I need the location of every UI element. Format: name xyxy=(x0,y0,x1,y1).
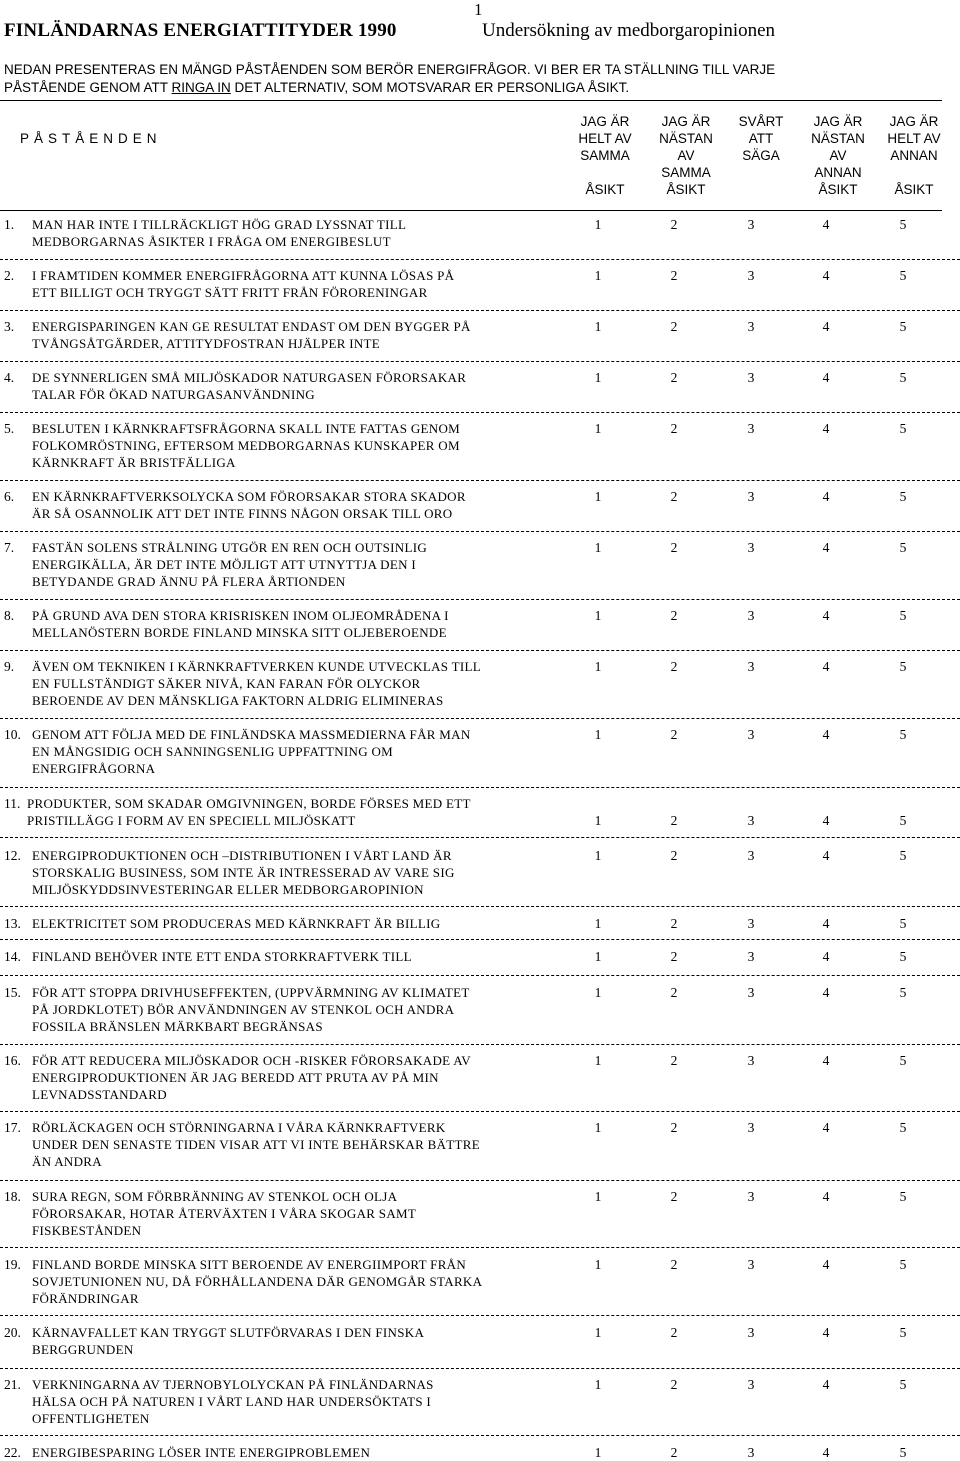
answer-option-3[interactable]: 3 xyxy=(747,421,755,436)
statement-line: ENERGIBESPARING LÖSER INTE ENERGIPROBLEMEN xyxy=(32,1445,371,1460)
statement-line: HÄLSA OCH PÅ NATUREN I VÅRT LAND HAR UNDERSÖKTATS I xyxy=(32,1394,432,1409)
answer-option-2[interactable]: 2 xyxy=(670,217,678,232)
answer-option-4[interactable]: 4 xyxy=(822,370,830,385)
answer-option-5[interactable]: 5 xyxy=(899,1325,907,1340)
statement-number: 18. xyxy=(4,1189,21,1204)
row-separator xyxy=(0,1044,960,1045)
answer-option-1[interactable]: 1 xyxy=(594,848,602,863)
statement-line: SOVJETUNIONEN NU, DÅ FÖRHÅLLANDENA DÄR GENOMGÅR STARKA xyxy=(32,1274,483,1289)
column-header-line: HELT AV xyxy=(578,131,632,146)
answer-option-5[interactable]: 5 xyxy=(899,1053,907,1068)
answer-option-4[interactable]: 4 xyxy=(822,727,830,742)
statement-line: ELEKTRICITET SOM PRODUCERAS MED KÄRNKRAFT ÄR BILLIG xyxy=(32,916,441,931)
statement-text xyxy=(32,1444,370,1461)
statement-line: ENERGIKÄLLA, ÄR DET INTE MÖJLIGT ATT UTNYTTJA DEN I xyxy=(32,557,416,572)
statement-line: PÅ GRUND AVA DEN STORA KRISRISKEN INOM OLJEOMRÅDENA I xyxy=(32,608,449,623)
column-header-line: SAMMA xyxy=(580,148,630,163)
statement-line: SURA REGN, SOM FÖRBRÄNNING AV STENKOL OCH OLJA xyxy=(32,1189,398,1204)
answer-option-2[interactable]: 2 xyxy=(670,1053,678,1068)
statement-line: BESLUTEN I KÄRNKRAFTSFRÅGORNA SKALL INTE FATTAS GENOM xyxy=(32,421,460,436)
statement-text xyxy=(32,216,406,250)
statement-number: 7. xyxy=(4,540,15,555)
answer-option-2[interactable]: 2 xyxy=(670,1120,678,1135)
page-title: FINLÄNDARNAS ENERGIATTITYDER 1990 xyxy=(4,20,397,41)
row-separator xyxy=(0,412,960,413)
statement-line: I FRAMTIDEN KOMMER ENERGIFRÅGORNA ATT KUNNA LÖSAS PÅ xyxy=(32,268,455,283)
answer-option-4[interactable]: 4 xyxy=(822,489,830,504)
answer-option-3[interactable]: 3 xyxy=(747,1377,755,1392)
statement-text xyxy=(32,984,470,1035)
statement-line: ENERGIPRODUKTIONEN OCH –DISTRIBUTIONEN I VÅRT LAND ÄR xyxy=(32,848,452,863)
answer-option-5[interactable]: 5 xyxy=(899,540,907,555)
answer-option-2[interactable]: 2 xyxy=(670,659,678,674)
answer-option-5[interactable]: 5 xyxy=(899,370,907,385)
statement-text xyxy=(32,488,466,522)
column-header-5 xyxy=(869,113,959,198)
statement-line: GENOM ATT FÖLJA MED DE FINLÄNDSKA MASSMEDIERNA FÅR MAN xyxy=(32,727,471,742)
statement-text xyxy=(32,318,471,352)
statement-text xyxy=(32,1188,416,1239)
answer-option-1[interactable]: 1 xyxy=(594,985,602,1000)
intro-line-1: NEDAN PRESENTERAS EN MÄNGD PÅSTÅENDEN SOM BERÖR ENERGIFRÅGOR. VI BER ER TA STÄLLNING TILL VARJE xyxy=(4,62,776,77)
answer-option-1[interactable]: 1 xyxy=(594,949,602,964)
answer-option-4[interactable]: 4 xyxy=(822,268,830,283)
row-separator xyxy=(0,650,960,651)
answer-option-4[interactable]: 4 xyxy=(822,813,830,828)
statement-text xyxy=(32,1324,424,1358)
statement-line: BETYDANDE GRAD ÄNNU PÅ FLERA ÅRTIONDEN xyxy=(32,574,346,589)
answer-option-1[interactable]: 1 xyxy=(594,370,602,385)
intro-line-2 xyxy=(4,80,629,95)
statement-text xyxy=(32,1376,434,1427)
statement-text xyxy=(32,267,454,301)
answer-option-2[interactable]: 2 xyxy=(670,268,678,283)
answer-option-3[interactable]: 3 xyxy=(747,370,755,385)
answer-option-2[interactable]: 2 xyxy=(670,1189,678,1204)
statement-text xyxy=(32,948,412,965)
statement-number: 16. xyxy=(4,1053,21,1068)
answer-option-2[interactable]: 2 xyxy=(670,608,678,623)
answer-option-4[interactable]: 4 xyxy=(822,949,830,964)
row-separator xyxy=(0,310,960,311)
statement-text xyxy=(32,1119,480,1170)
statement-line: ETT BILLIGT OCH TRYGGT SÄTT FRITT FRÅN FÖRORENINGAR xyxy=(32,285,428,300)
answer-option-3[interactable]: 3 xyxy=(747,659,755,674)
statement-line: ÄR SÅ OSANNOLIK ATT DET INTE FINNS NÅGON ORSAK TILL ORO xyxy=(32,506,453,521)
answer-option-2[interactable]: 2 xyxy=(670,421,678,436)
answer-option-2[interactable]: 2 xyxy=(670,1377,678,1392)
answer-option-1[interactable]: 1 xyxy=(594,489,602,504)
answer-option-1[interactable]: 1 xyxy=(594,1120,602,1135)
statement-number: 2. xyxy=(4,268,15,283)
statement-number: 20. xyxy=(4,1325,21,1340)
answer-option-3[interactable]: 3 xyxy=(747,217,755,232)
row-separator xyxy=(0,939,960,940)
column-header-line: JAG ÄR xyxy=(661,114,711,129)
answer-option-4[interactable]: 4 xyxy=(822,319,830,334)
answer-option-4[interactable]: 4 xyxy=(822,985,830,1000)
header-top-rule xyxy=(0,100,942,101)
statement-number: 15. xyxy=(4,985,21,1000)
statement-text xyxy=(27,795,471,829)
statement-text xyxy=(32,607,449,641)
answer-option-2[interactable]: 2 xyxy=(670,370,678,385)
intro-text: PÅSTÅENDE GENOM ATT xyxy=(4,80,172,95)
statement-line: FOSSILA BRÄNSLEN MÄRKBART BEGRÄNSAS xyxy=(32,1019,323,1034)
answer-option-5[interactable]: 5 xyxy=(899,421,907,436)
row-separator xyxy=(0,1111,960,1112)
answer-option-5[interactable]: 5 xyxy=(899,813,907,828)
answer-option-4[interactable]: 4 xyxy=(822,1120,830,1135)
column-header-line: ATT xyxy=(748,131,774,146)
column-header-line: JAG ÄR xyxy=(580,114,630,129)
answer-option-5[interactable]: 5 xyxy=(899,1257,907,1272)
answer-option-2[interactable]: 2 xyxy=(670,727,678,742)
answer-option-1[interactable]: 1 xyxy=(594,1053,602,1068)
statement-line: KÄRNKRAFT ÄR BRISTFÄLLIGA xyxy=(32,455,236,470)
answer-option-4[interactable]: 4 xyxy=(822,1257,830,1272)
answer-option-4[interactable]: 4 xyxy=(822,1377,830,1392)
statement-number: 1. xyxy=(4,217,15,232)
statement-text xyxy=(32,1052,471,1103)
column-header-line: ÅSIKT xyxy=(585,182,625,197)
statement-line: EN KÄRNKRAFTVERKSOLYCKA SOM FÖRORSAKAR STORA SKADOR xyxy=(32,489,466,504)
answer-option-3[interactable]: 3 xyxy=(747,268,755,283)
answer-option-4[interactable]: 4 xyxy=(822,1325,830,1340)
answer-option-2[interactable]: 2 xyxy=(670,540,678,555)
answer-option-1[interactable]: 1 xyxy=(594,813,602,828)
column-header-line: SAMMA xyxy=(661,165,711,180)
statement-line: STORSKALIG BUSINESS, SOM INTE ÄR INTRESSERAD AV VARE SIG xyxy=(32,865,455,880)
answer-option-2[interactable]: 2 xyxy=(670,1257,678,1272)
page-subtitle: Undersökning av medborgaropinionen xyxy=(482,20,776,41)
column-header-line: JAG ÄR xyxy=(889,114,939,129)
answer-option-3[interactable]: 3 xyxy=(747,1325,755,1340)
statement-line: FASTÄN SOLENS STRÅLNING UTGÖR EN REN OCH OUTSINLIG xyxy=(32,540,428,555)
answer-option-3[interactable]: 3 xyxy=(747,727,755,742)
answer-option-1[interactable]: 1 xyxy=(594,217,602,232)
column-header-line: AV xyxy=(677,148,695,163)
row-separator xyxy=(0,599,960,600)
column-header-line: ANNAN xyxy=(890,148,938,163)
answer-option-5[interactable]: 5 xyxy=(899,949,907,964)
statement-line: ENERGISPARINGEN KAN GE RESULTAT ENDAST OM DEN BYGGER PÅ xyxy=(32,319,471,334)
answer-option-3[interactable]: 3 xyxy=(747,848,755,863)
statement-line: FÖR ATT STOPPA DRIVHUSEFFEKTEN, (UPPVÄRMNING AV KLIMATET xyxy=(32,985,470,1000)
column-header-line xyxy=(560,164,650,181)
answer-option-1[interactable]: 1 xyxy=(594,1257,602,1272)
answer-option-5[interactable]: 5 xyxy=(899,319,907,334)
column-header-line: AV xyxy=(829,148,847,163)
statement-number: 4. xyxy=(4,370,15,385)
answer-option-4[interactable]: 4 xyxy=(822,659,830,674)
statement-line: FÖR ATT REDUCERA MILJÖSKADOR OCH -RISKER FÖRORSAKADE AV xyxy=(32,1053,471,1068)
answer-option-5[interactable]: 5 xyxy=(899,217,907,232)
answer-option-3[interactable]: 3 xyxy=(747,540,755,555)
column-header-line: ÅSIKT xyxy=(666,182,706,197)
row-separator xyxy=(0,1435,960,1436)
statement-line: TVÅNGSÅTGÄRDER, ATTITYDFOSTRAN HJÄLPER INTE xyxy=(32,336,381,351)
answer-option-2[interactable]: 2 xyxy=(670,489,678,504)
row-separator xyxy=(0,906,960,907)
statement-line: MAN HAR INTE I TILLRÄCKLIGT HÖG GRAD LYSSNAT TILL xyxy=(32,217,407,232)
statement-line: VERKNINGARNA AV TJERNOBYLOLYCKAN PÅ FINLÄNDARNAS xyxy=(32,1377,434,1392)
row-separator xyxy=(0,480,960,481)
answer-option-2[interactable]: 2 xyxy=(670,985,678,1000)
statement-line: OFFENTLIGHETEN xyxy=(32,1411,150,1426)
intro-underlined-text: RINGA IN xyxy=(171,80,231,95)
statement-number: 12. xyxy=(4,848,21,863)
answer-option-4[interactable]: 4 xyxy=(822,916,830,931)
statement-line: ÄN ANDRA xyxy=(32,1154,102,1169)
statement-line: EN FULLSTÄNDIGT SÄKER NIVÅ, KAN FARAN FÖR OLYCKOR xyxy=(32,676,421,691)
answer-option-3[interactable]: 3 xyxy=(747,1445,755,1460)
statement-line: ENERGIFRÅGORNA xyxy=(32,761,156,776)
statement-number: 9. xyxy=(4,659,15,674)
statement-text xyxy=(32,369,466,403)
statement-line: EN MÅNGSIDIG OCH SANNINGSENLIG UPPFATTNING OM xyxy=(32,744,394,759)
statement-line: LEVNADSSTANDARD xyxy=(32,1087,167,1102)
statement-text xyxy=(32,915,440,932)
answer-option-2[interactable]: 2 xyxy=(670,1325,678,1340)
column-header-line: NÄSTAN xyxy=(811,131,865,146)
answer-option-4[interactable]: 4 xyxy=(822,1445,830,1460)
answer-option-1[interactable]: 1 xyxy=(594,540,602,555)
answer-option-2[interactable]: 2 xyxy=(670,848,678,863)
row-separator xyxy=(0,718,960,719)
answer-option-2[interactable]: 2 xyxy=(670,916,678,931)
answer-option-5[interactable]: 5 xyxy=(899,1189,907,1204)
row-separator xyxy=(0,361,960,362)
statement-line: PÅ JORDKLOTET) BÖR ANVÄNDNINGEN AV STENKOL OCH ANDRA xyxy=(32,1002,455,1017)
statement-line: UNDER DEN SENASTE TIDEN VISAR ATT VI INTE BEHÄRSKAR BÄTTRE xyxy=(32,1137,480,1152)
header-bottom-rule xyxy=(0,210,942,211)
row-separator xyxy=(0,1180,960,1181)
answer-option-1[interactable]: 1 xyxy=(594,608,602,623)
answer-option-2[interactable]: 2 xyxy=(670,319,678,334)
column-header-line xyxy=(869,164,959,181)
column-header-line: HELT AV xyxy=(887,131,941,146)
answer-option-2[interactable]: 2 xyxy=(670,813,678,828)
statement-number: 8. xyxy=(4,608,15,623)
answer-option-3[interactable]: 3 xyxy=(747,1257,755,1272)
statement-number: 21. xyxy=(4,1377,21,1392)
answer-option-4[interactable]: 4 xyxy=(822,1189,830,1204)
answer-option-3[interactable]: 3 xyxy=(747,985,755,1000)
answer-option-4[interactable]: 4 xyxy=(822,217,830,232)
answer-option-4[interactable]: 4 xyxy=(822,608,830,623)
statement-line: BEROENDE AV DEN MÄNSKLIGA FAKTORN ALDRIG ELIMINERAS xyxy=(32,693,444,708)
answer-option-2[interactable]: 2 xyxy=(670,1445,678,1460)
answer-option-1[interactable]: 1 xyxy=(594,727,602,742)
row-separator xyxy=(0,1368,960,1369)
statement-line: MELLANÖSTERN BORDE FINLAND MINSKA SITT OLJEBEROENDE xyxy=(32,625,447,640)
statement-number: 3. xyxy=(4,319,15,334)
answer-option-1[interactable]: 1 xyxy=(594,1445,602,1460)
statement-number: 11. xyxy=(4,796,21,811)
answer-option-1[interactable]: 1 xyxy=(594,319,602,334)
column-header-line: ANNAN xyxy=(814,165,862,180)
row-separator xyxy=(0,1315,960,1316)
statement-number: 22. xyxy=(4,1445,21,1460)
answer-option-5[interactable]: 5 xyxy=(899,1445,907,1460)
statement-line: PRODUKTER, SOM SKADAR OMGIVNINGEN, BORDE FÖRSES MED ETT xyxy=(27,796,471,811)
column-header-line: SVÅRT xyxy=(738,114,784,129)
answer-option-3[interactable]: 3 xyxy=(747,489,755,504)
answer-option-5[interactable]: 5 xyxy=(899,848,907,863)
answer-option-1[interactable]: 1 xyxy=(594,1189,602,1204)
column-header-line: ÅSIKT xyxy=(894,182,934,197)
answer-option-5[interactable]: 5 xyxy=(899,268,907,283)
statement-line: FÖRORSAKAR, HOTAR ÅTERVÄXTEN I VÅRA SKOGAR SAMT xyxy=(32,1206,417,1221)
statement-line: FINLAND BORDE MINSKA SITT BEROENDE AV ENERGIIMPORT FRÅN xyxy=(32,1257,467,1272)
answer-option-1[interactable]: 1 xyxy=(594,268,602,283)
statement-number: 17. xyxy=(4,1120,21,1135)
statement-line: FOLKOMRÖSTNING, EFTERSOM MEDBORGARNAS KUNSKAPER OM xyxy=(32,438,460,453)
row-separator xyxy=(0,259,960,260)
statement-number: 5. xyxy=(4,421,15,436)
statement-text xyxy=(32,847,455,898)
statement-number: 19. xyxy=(4,1257,21,1272)
statement-line: FISKBESTÅNDEN xyxy=(32,1223,142,1238)
answer-option-5[interactable]: 5 xyxy=(899,1120,907,1135)
row-separator xyxy=(0,787,960,788)
statement-text xyxy=(32,658,481,709)
answer-option-3[interactable]: 3 xyxy=(747,1053,755,1068)
statement-number: 10. xyxy=(4,727,21,742)
answer-option-1[interactable]: 1 xyxy=(594,1377,602,1392)
statement-text xyxy=(32,420,460,471)
answer-option-3[interactable]: 3 xyxy=(747,1120,755,1135)
column-header-line: ÅSIKT xyxy=(818,182,858,197)
answer-option-3[interactable]: 3 xyxy=(747,813,755,828)
answer-option-3[interactable]: 3 xyxy=(747,949,755,964)
row-separator xyxy=(0,975,960,976)
answer-option-5[interactable]: 5 xyxy=(899,1377,907,1392)
answer-option-5[interactable]: 5 xyxy=(899,608,907,623)
statement-text xyxy=(32,539,427,590)
statement-line: KÄRNAVFALLET KAN TRYGGT SLUTFÖRVARAS I DEN FINSKA xyxy=(32,1325,425,1340)
statement-number: 6. xyxy=(4,489,15,504)
answer-option-5[interactable]: 5 xyxy=(899,489,907,504)
answer-option-3[interactable]: 3 xyxy=(747,319,755,334)
answer-option-2[interactable]: 2 xyxy=(670,949,678,964)
intro-text-end: DET ALTERNATIV, SOM MOTSVARAR ER PERSONLIGA ÅSIKT. xyxy=(230,80,630,95)
answer-option-1[interactable]: 1 xyxy=(594,659,602,674)
row-separator xyxy=(0,531,960,532)
statement-line: ENERGIPRODUKTIONEN ÄR JAG BEREDD ATT PRUTA AV PÅ MIN xyxy=(32,1070,439,1085)
answer-option-1[interactable]: 1 xyxy=(594,1325,602,1340)
answer-option-1[interactable]: 1 xyxy=(594,916,602,931)
statement-line: ÄVEN OM TEKNIKEN I KÄRNKRAFTVERKEN KUNDE UTVECKLAS TILL xyxy=(32,659,481,674)
row-separator xyxy=(0,1247,960,1248)
answer-option-3[interactable]: 3 xyxy=(747,916,755,931)
answer-option-4[interactable]: 4 xyxy=(822,1053,830,1068)
answer-option-5[interactable]: 5 xyxy=(899,727,907,742)
answer-option-3[interactable]: 3 xyxy=(747,1189,755,1204)
statement-number: 14. xyxy=(4,949,21,964)
page-number: 1 xyxy=(474,0,483,19)
row-separator xyxy=(0,837,960,838)
statement-line: PRISTILLÄGG I FORM AV EN SPECIELL MILJÖSKATT xyxy=(27,813,356,828)
statements-heading: PÅSTÅENDEN xyxy=(20,131,162,146)
statement-line: MEDBORGARNAS ÅSIKTER I FRÅGA OM ENERGIBESLUT xyxy=(32,234,391,249)
answer-option-3[interactable]: 3 xyxy=(747,608,755,623)
statement-number: 13. xyxy=(4,916,21,931)
column-header-line: JAG ÄR xyxy=(813,114,863,129)
answer-option-5[interactable]: 5 xyxy=(899,916,907,931)
statement-line: DE SYNNERLIGEN SMÅ MILJÖSKADOR NATURGASEN FÖRORSAKAR xyxy=(32,370,467,385)
answer-option-4[interactable]: 4 xyxy=(822,421,830,436)
statement-line: FINLAND BEHÖVER INTE ETT ENDA STORKRAFTVERK TILL xyxy=(32,949,412,964)
statement-line: MILJÖSKYDDSINVESTERINGAR ELLER MEDBORGAROPINION xyxy=(32,882,424,897)
statement-line: BERGGRUNDEN xyxy=(32,1342,134,1357)
answer-option-1[interactable]: 1 xyxy=(594,421,602,436)
column-header-1 xyxy=(560,113,650,198)
column-header-line: NÄSTAN xyxy=(659,131,713,146)
column-header-line: SÄGA xyxy=(742,148,780,163)
answer-option-4[interactable]: 4 xyxy=(822,848,830,863)
answer-option-5[interactable]: 5 xyxy=(899,985,907,1000)
answer-option-5[interactable]: 5 xyxy=(899,659,907,674)
answer-option-4[interactable]: 4 xyxy=(822,540,830,555)
statement-line: RÖRLÄCKAGEN OCH STÖRNINGARNA I VÅRA KÄRNKRAFTVERK xyxy=(32,1120,446,1135)
statement-text xyxy=(32,1256,482,1307)
statement-line: FÖRÄNDRINGAR xyxy=(32,1291,139,1306)
statement-line: TALAR FÖR ÖKAD NATURGASANVÄNDNING xyxy=(32,387,315,402)
statement-text xyxy=(32,726,471,777)
